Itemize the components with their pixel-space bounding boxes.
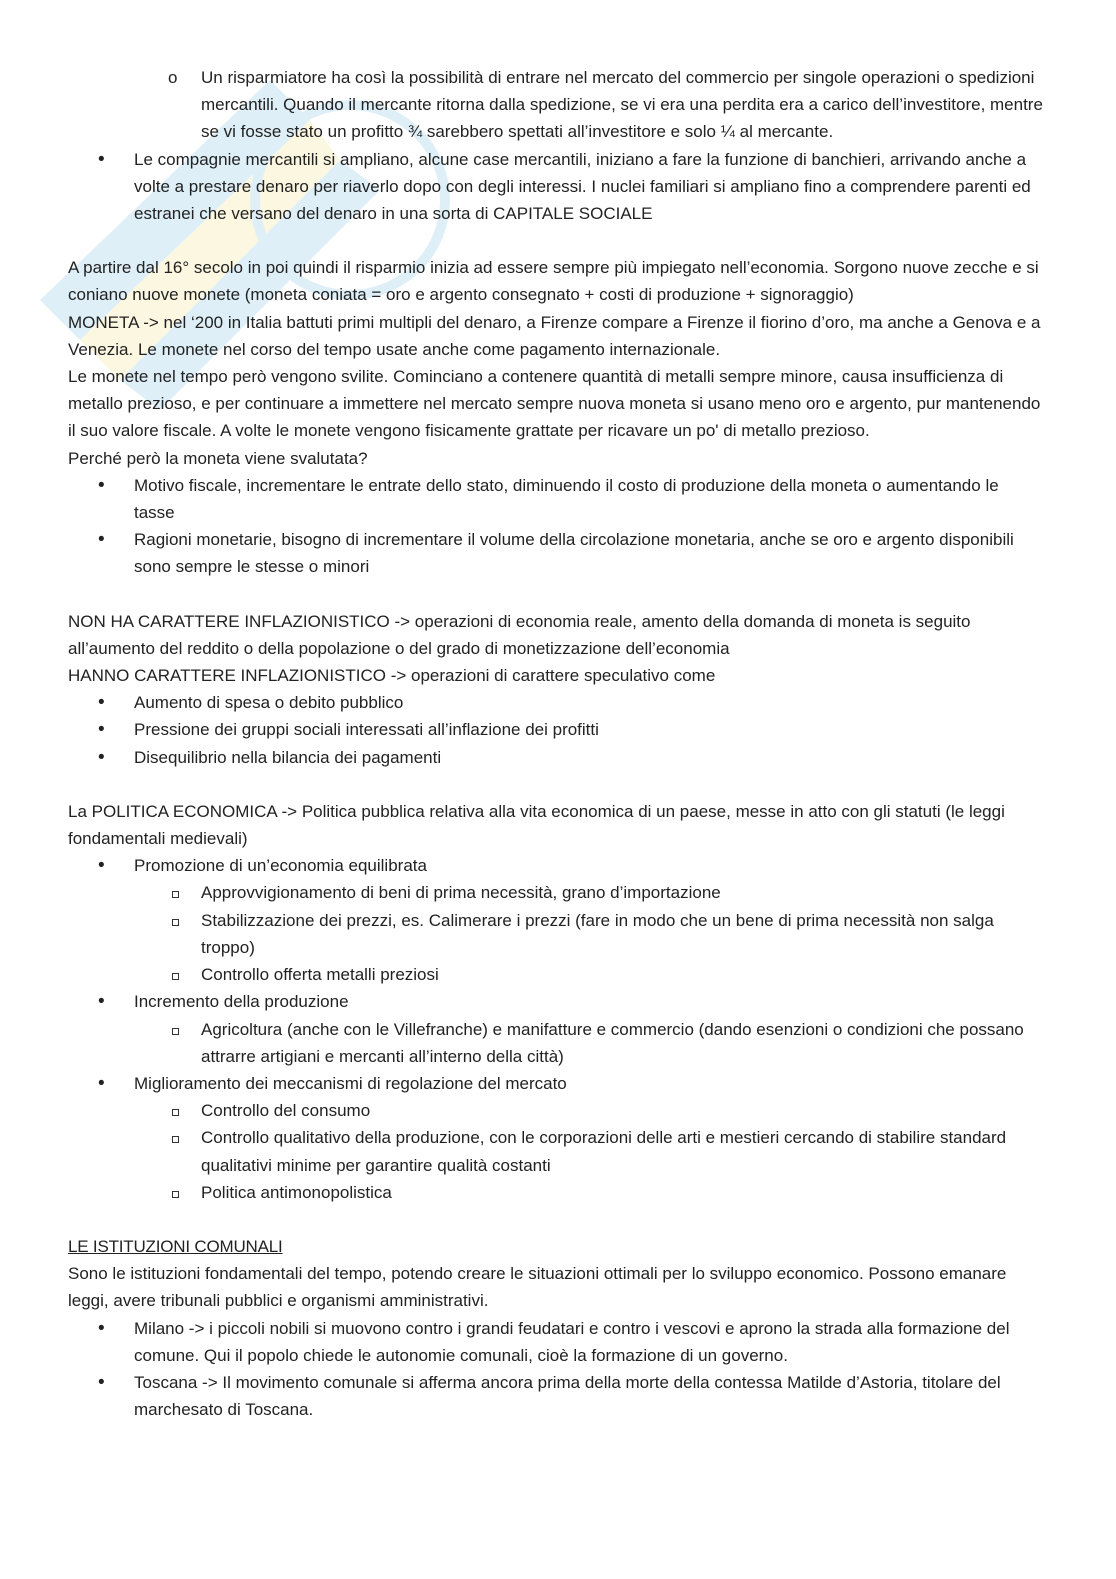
sublist-item: Controllo offerta metalli preziosi	[68, 961, 1043, 988]
document-page	[68, 64, 1043, 1423]
list-item: • Le compagnie mercantili si ampliano, alcune case mercantili, iniziano a fare la funzione di banchieri, arrivando anche a volte a prestare denaro per riaverlo dopo con degli interessi. I nuclei familiari si ampliano fino a comprendere parenti ed estranei che versano del denaro in una sorta di CAPITALE SOCIALE	[68, 146, 1043, 228]
paragraph-svilite: Le monete nel tempo però vengono svilite. Cominciano a contenere quantità di metalli sempre minore, causa insufficienza di metallo prezioso, e per continuare a immettere nel mercato sempre nuova moneta si usano meno oro e argento, pur mantenendo il suo valore fiscale. A volte le monete vengono fisicamente grattate per ricavare un po' di metallo prezioso.	[68, 367, 1041, 441]
paragraph-inflazionistico: HANNO CARATTERE INFLAZIONISTICO -> operazioni di carattere speculativo come	[68, 666, 716, 686]
list-item: • Motivo fiscale, incrementare le entrate dello stato, diminuendo il costo di produzione della moneta o aumentando le tasse	[68, 472, 1043, 526]
paragraph-moneta: MONETA -> nel ‘200 in Italia battuti primi multipli del denaro, a Firenze compare a Firenze il fiorino d’oro, ma anche a Genova e a Venezia. Le monete nel corso del tempo usate anche come pagamento internazionale.	[68, 312, 1041, 359]
sublist-item: Stabilizzazione dei prezzi, es. Calimerare i prezzi (fare in modo che un bene di prima necessità non salga troppo)	[68, 907, 1043, 961]
inflazione-list	[68, 689, 1043, 771]
sublist-item: Controllo del consumo	[68, 1097, 1043, 1124]
sublist-item: Agricoltura (anche con le Villefranche) e manifatture e commercio (dando esenzioni o condizioni che possano attrarre artigiani e mercanti all’interno della città)	[68, 1016, 1043, 1070]
list-item: • Milano -> i piccoli nobili si muovono contro i grandi feudatari e contro i vescovi e aprono la strada alla formazione del comune. Qui il popolo chiede le autonomie comunali, cioè la formazione di un governo.	[68, 1315, 1043, 1369]
paragraph-istituzioni: Sono le istituzioni fondamentali del tempo, potendo creare le situazioni ottimali per lo sviluppo economico. Possono emanare leggi, avere tribunali pubblici e organismi amministrativi.	[68, 1264, 1007, 1311]
sublist-item: Politica antimonopolistica	[68, 1179, 1043, 1206]
top-bullet-list	[68, 146, 1043, 228]
list-item-label: Incremento della produzione	[134, 992, 349, 1012]
sublist-item: Approvvigionamento di beni di prima necessità, grano d’importazione	[68, 879, 1043, 906]
sublist	[134, 879, 1043, 988]
paragraph-non-inflazionistico: NON HA CARATTERE INFLAZIONISTICO -> operazioni di economia reale, amento della domanda di moneta is seguito all’aumento del reddito o della popolazione o del grado di monetizzazione dell’economia	[68, 611, 971, 658]
list-item: • Pressione dei gruppi sociali interessati all’inflazione dei profitti	[68, 716, 1043, 743]
sublist	[134, 1097, 1043, 1206]
list-item: • Disequilibrio nella bilancia dei pagamenti	[68, 744, 1043, 771]
list-item-label: Miglioramento dei meccanismi di regolazione del mercato	[134, 1073, 567, 1093]
list-item	[68, 1070, 1043, 1206]
sublist	[134, 1016, 1043, 1070]
top-sublist	[68, 64, 1043, 146]
list-item	[68, 988, 1043, 1070]
section-heading-istituzioni: LE ISTITUZIONI COMUNALI	[68, 1236, 283, 1256]
list-item: o Un risparmiatore ha così la possibilità di entrare nel mercato del commercio per singole operazioni o spedizioni mercantili. Quando il mercante ritorna dalla spedizione, se vi era una perdita era a carico dell’investitore, mentre se vi fosse stato un profitto ¾ sarebbero spettati all’investitore e solo ¼ al mercante.	[68, 64, 1043, 146]
list-item-label: Promozione di un’economia equilibrata	[134, 856, 427, 876]
paragraph-risparmio: A partire dal 16° secolo in poi quindi il risparmio inizia ad essere sempre più impiegato nell’economia. Sorgono nuove zecche e si coniano nuove monete (moneta coniata = oro e argento consegnato + costi di produzione + signoraggio)	[68, 258, 1039, 305]
svalutazione-list	[68, 472, 1043, 581]
paragraph-politica-economica: La POLITICA ECONOMICA -> Politica pubblica relativa alla vita economica di un paese, messe in atto con gli statuti (le leggi fondamentali medievali)	[68, 801, 1005, 849]
list-item: • Aumento di spesa o debito pubblico	[68, 689, 1043, 716]
list-item: • Ragioni monetarie, bisogno di incrementare il volume della circolazione monetaria, anche se oro e argento disponibili sono sempre le stesse o minori	[68, 526, 1043, 580]
sublist-item: Controllo qualitativo della produzione, con le corporazioni delle arti e mestieri cercando di stabilire standard qualitativi minime per garantire qualità costanti	[68, 1124, 1043, 1178]
istituzioni-list	[68, 1315, 1043, 1424]
paragraph-question: Perché però la moneta viene svalutata?	[68, 448, 368, 468]
list-item: • Toscana -> Il movimento comunale si afferma ancora prima della morte della contessa Matilde d’Astoria, titolare del marchesato di Toscana.	[68, 1369, 1043, 1423]
politica-list	[68, 852, 1043, 1206]
list-item	[68, 852, 1043, 988]
